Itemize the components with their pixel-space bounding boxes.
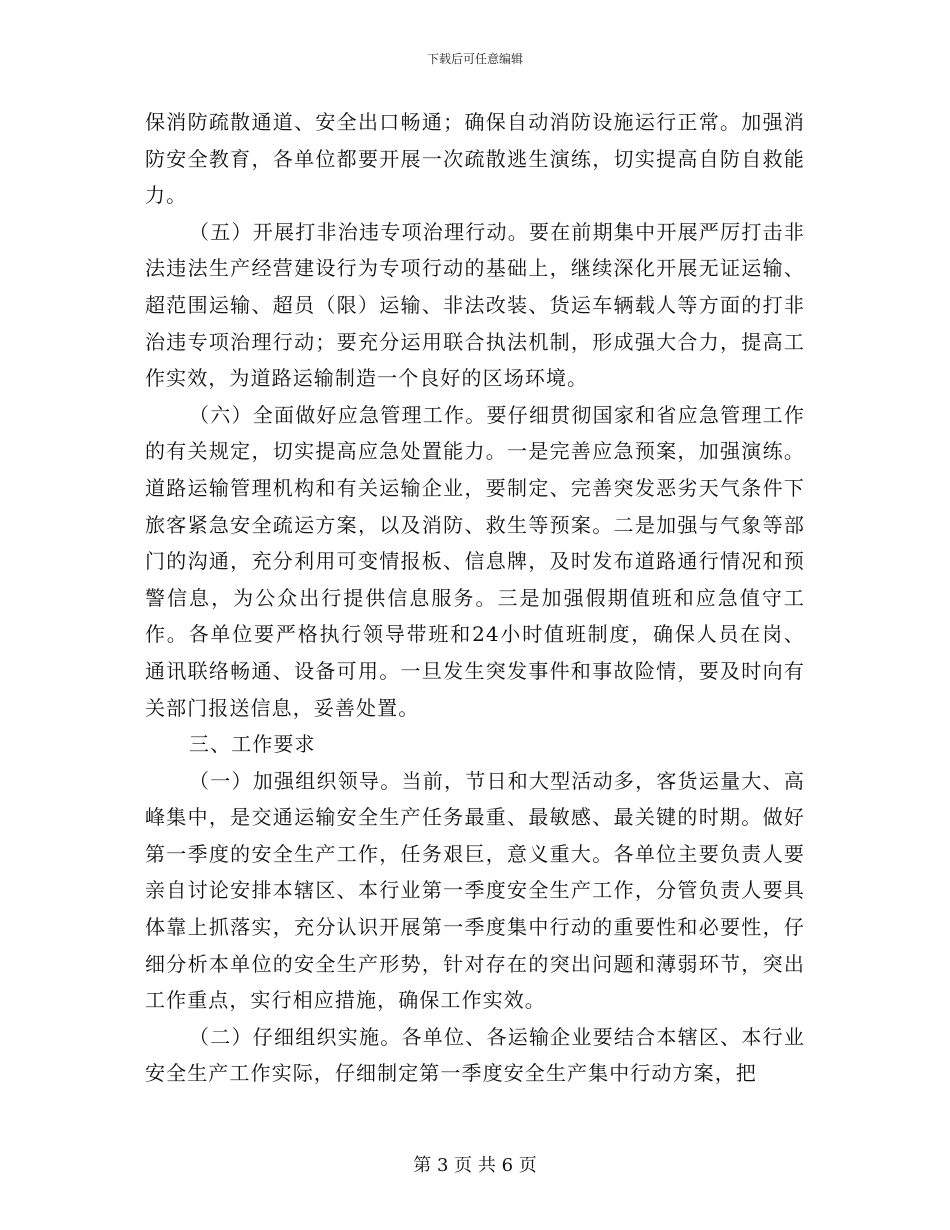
paragraph-requirement-2: （二）仔细组织实施。各单位、各运输企业要结合本辖区、本行业安全生产工作实际，仔细制定第一季度安全生产集中行动方案，把 — [145, 1024, 805, 1086]
document-body — [145, 104, 805, 1092]
paragraph-continuation: 保消防疏散通道、安全出口畅通；确保自动消防设施运行正常。加强消防安全教育，各单位都要开展一次疏散逃生演练，切实提高自防自救能力。 — [145, 110, 805, 208]
paragraph-section-5: （五）开展打非治违专项治理行动。要在前期集中开展严厉打击非法违法生产经营建设行为专项行动的基础上，继续深化开展无证运输、超范围运输、超员（限）运输、非法改装、货运车辆载人等方面的打非治违专项治理行动；要充分运用联合执法机制，形成强大合力，提高工作实效，为道路运输制造一个良好的区场环境。 — [145, 219, 805, 391]
paragraph-requirement-1: （一）加强组织领导。当前，节日和大型活动多，客货运量大、高峰集中，是交通运输安全生产任务最重、最敏感、最关键的时期。做好第一季度的安全生产工作，任务艰巨，意义重大。各单位主要负责人要亲自讨论安排本辖区、本行业第一季度安全生产工作，分管负责人要具体靠上抓落实，充分认识开展第一季度集中行动的重要性和必要性，仔细分析本单位的安全生产形势，针对存在的突出问题和薄弱环节，突出工作重点，实行相应措施，确保工作实效。 — [145, 768, 805, 1013]
page-header-note: 下载后可任意编辑 — [426, 52, 523, 66]
section-heading-work-requirements: 三、工作要求 — [189, 732, 316, 757]
paragraph-section-6: （六）全面做好应急管理工作。要仔细贯彻国家和省应急管理工作的有关规定，切实提高应急处置能力。一是完善应急预案，加强演练。道路运输管理机构和有关运输企业，要制定、完善突发恶劣天气条件下旅客紧急安全疏运方案，以及消防、救生等预案。二是加强与气象等部门的沟通，充分利用可变情报板、信息牌，及时发布道路通行情况和预警信息，为公众出行提供信息服务。三是加强假期值班和应急值守工作。各单位要严格执行领导带班和24小时值班制度，确保人员在岗、通讯联络畅通、设备可用。一旦发生突发事件和事故险情，要及时向有关部门报送信息，妥善处置。 — [145, 402, 805, 720]
page-number: 第 3 页 共 6 页 — [413, 1155, 537, 1176]
